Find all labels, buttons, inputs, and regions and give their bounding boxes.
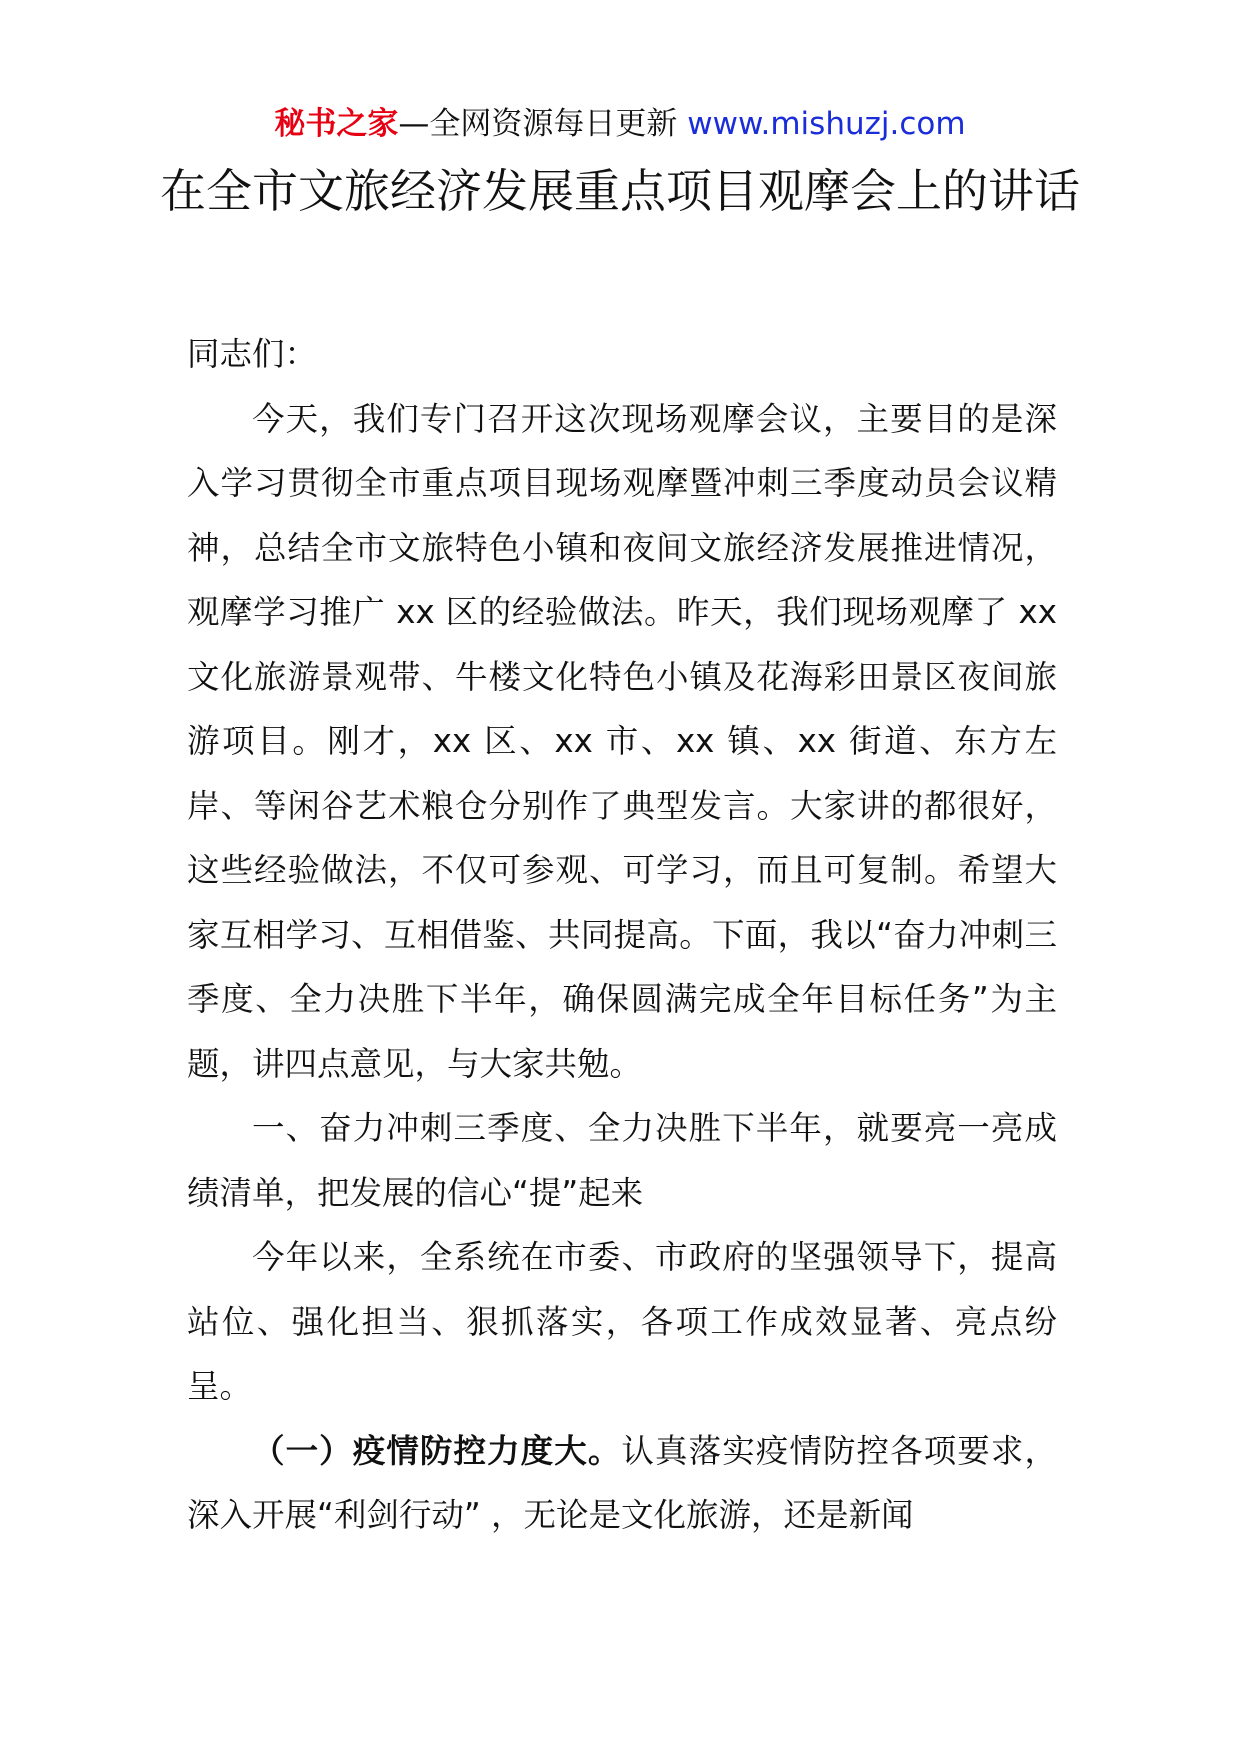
section-paragraph: 今年以来，全系统在市委、市政府的坚强领导下，提高站位、强化担当、狠抓落实，各项工作成效显著、亮点纷呈。 xyxy=(187,1238,1057,1405)
body-paragraph: 今天，我们专门召开这次现场观摩会议，主要目的是深入学习贯彻全市重点项目现场观摩暨冲刺三季度动员会议精神，总结全市文旅特色小镇和夜间文旅经济发展推进情况，观摩学习推广 xx 区的经验做法。昨天，我们现场观摩了 xx 文化旅游景观带、牛楼文化特色小镇及花海彩田景区夜间旅游项目。刚才，xx 区、xx 市、xx 镇、xx 街道、东方左岸、等闲谷艺术粮仓分别作了典型发言。大家讲的都很好，这些经验做法，不仅可参观、可学习，而且可复制。希望大家互相学习、互相借鉴、共同提高。下面，我以“奋力冲刺三季度、全力决胜下半年，确保圆满完成全年目标任务”为主题，讲四点意见，与大家共勉。 xyxy=(187,399,1057,1083)
section-heading: 一、奋力冲刺三季度、全力决胜下半年，就要亮一亮成绩清单，把发展的信心“提”起来 xyxy=(187,1109,1057,1212)
document-title: 在全市文旅经济发展重点项目观摩会上的讲话 xyxy=(160,164,1080,218)
subsection-text: 认真落实疫情防控各项要求，深入开展“利剑行动” ，无论是文化旅游，还是新闻 xyxy=(187,1431,1057,1534)
banner-tagline: —全网资源每日更新 xyxy=(398,106,678,142)
salutation: 同志们： xyxy=(187,335,318,373)
subsection-paragraph xyxy=(187,1419,1057,1548)
site-banner xyxy=(0,104,1240,144)
subsection-heading: （一）疫情防控力度大。 xyxy=(252,1431,622,1470)
brand-name: 秘书之家 xyxy=(274,106,399,142)
site-url[interactable]: www.mishuzj.com xyxy=(687,106,966,142)
document-body xyxy=(187,322,1057,1548)
